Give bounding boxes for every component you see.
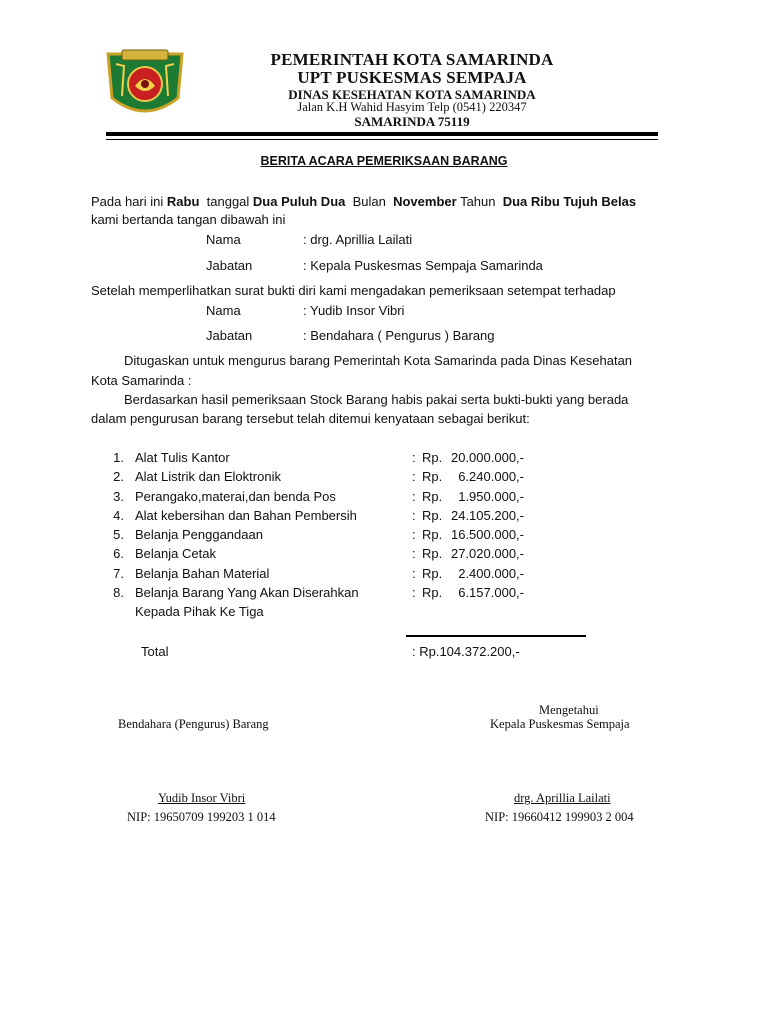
- item-name: Belanja Penggandaan: [135, 527, 263, 542]
- item-number: 2.: [113, 469, 124, 484]
- item-currency: Rp.: [422, 527, 443, 542]
- item-colon: :: [412, 527, 416, 542]
- letterhead-divider-thin: [106, 139, 658, 140]
- item-amount: 16.500.000,-: [450, 527, 524, 542]
- item-currency: Rp.: [422, 450, 443, 465]
- kota-samarinda-logo: [102, 46, 188, 120]
- item-name: Belanja Barang Yang Akan Diserahkan: [135, 585, 359, 600]
- item-number: 4.: [113, 508, 124, 523]
- right-signatory-role: Kepala Puskesmas Sempaja: [490, 717, 630, 731]
- left-signatory-nip: NIP: 19650709 199203 1 014: [127, 810, 276, 824]
- item-currency: Rp.: [422, 508, 443, 523]
- letterhead-address: Jalan K.H Wahid Hasyim Telp (0541) 220347: [297, 100, 527, 114]
- item-amount: 6.240.000,-: [458, 469, 524, 484]
- item-name: Alat Listrik dan Eloktronik: [135, 469, 281, 484]
- item-colon: :: [412, 450, 416, 465]
- item-number: 3.: [113, 489, 124, 504]
- intro-text-1: Pada hari ini: [91, 194, 164, 209]
- total-label: Total: [141, 644, 169, 659]
- item-amount: 6.157.000,-: [458, 585, 524, 600]
- intro-text-4: Tahun: [460, 194, 496, 209]
- item-currency: Rp.: [422, 469, 443, 484]
- item-colon: :: [412, 489, 416, 504]
- person1-name-label: Nama: [206, 232, 241, 247]
- letterhead-line-2: UPT PUSKESMAS SEMPAJA: [297, 68, 527, 87]
- findings-line-2: dalam pengurusan barang tersebut telah ditemui kenyataan sebagai berikut:: [91, 411, 530, 426]
- intro-line: [91, 194, 636, 209]
- person2-name-value: : Yudib Insor Vibri: [303, 303, 405, 318]
- letterhead-city: SAMARINDA 75119: [354, 114, 470, 129]
- findings-line-1: Berdasarkan hasil pemeriksaan Stock Barang habis pakai serta bukti-bukti yang berada: [124, 392, 629, 407]
- item-number: 7.: [113, 566, 124, 581]
- left-signatory-name: Yudib Insor Vibri: [158, 791, 246, 805]
- item-colon: :: [412, 508, 416, 523]
- acknowledged-label: Mengetahui: [539, 703, 599, 717]
- item-name: Belanja Cetak: [135, 546, 216, 561]
- item-number: 8.: [113, 585, 124, 600]
- person2-role-value: : Bendahara ( Pengurus ) Barang: [303, 328, 495, 343]
- person2-role-label: Jabatan: [206, 328, 253, 343]
- person1-name-value: : drg. Aprillia Lailati: [303, 232, 413, 247]
- intro-date: Dua Puluh Dua: [252, 194, 346, 209]
- item-currency: Rp.: [422, 585, 443, 600]
- intro-text-2: tanggal: [206, 194, 250, 209]
- item-amount: 2.400.000,-: [458, 566, 524, 581]
- person1-role-value: : Kepala Puskesmas Sempaja Samarinda: [303, 258, 543, 273]
- item-colon: :: [412, 546, 416, 561]
- letterhead-line-3: DINAS KESEHATAN KOTA SAMARINDA: [288, 87, 536, 102]
- person1-role-label: Jabatan: [206, 258, 253, 273]
- left-signatory-role: Bendahara (Pengurus) Barang: [118, 717, 269, 731]
- intro-day: Rabu: [166, 194, 200, 209]
- item-amount: 1.950.000,-: [458, 489, 524, 504]
- item-amount: 24.105.200,-: [450, 508, 524, 523]
- item-colon: :: [412, 469, 416, 484]
- item-name: Alat kebersihan dan Bahan Pembersih: [135, 508, 357, 523]
- letterhead-line-1: PEMERINTAH KOTA SAMARINDA: [270, 50, 554, 69]
- intro-year: Dua Ribu Tujuh Belas: [502, 194, 637, 209]
- intro-text-3: Bulan: [352, 194, 386, 209]
- between-paragraph: Setelah memperlihatkan surat bukti diri kami mengadakan pemeriksaan setempat terhadap: [91, 283, 616, 298]
- item-number: 6.: [113, 546, 124, 561]
- item-amount: 27.020.000,-: [450, 546, 524, 561]
- assignment-line-1: Ditugaskan untuk mengurus barang Pemerintah Kota Samarinda pada Dinas Kesehatan: [124, 353, 633, 368]
- item-currency: Rp.: [422, 546, 443, 561]
- intro-month: November: [393, 194, 457, 209]
- total-value: : Rp.104.372.200,-: [412, 644, 520, 659]
- item-colon: :: [412, 585, 416, 600]
- item-currency: Rp.: [422, 489, 443, 504]
- item-name: Alat Tulis Kantor: [135, 450, 230, 465]
- item-number: 5.: [113, 527, 124, 542]
- item-colon: :: [412, 566, 416, 581]
- item-name-continuation: Kepada Pihak Ke Tiga: [135, 604, 264, 619]
- total-divider: [406, 635, 586, 637]
- item-amount: 20.000.000,-: [450, 450, 524, 465]
- right-signatory-nip: NIP: 19660412 199903 2 004: [485, 810, 634, 824]
- item-name: Perangako,materai,dan benda Pos: [135, 489, 336, 504]
- right-signatory-name: drg. Aprillia Lailati: [514, 791, 611, 805]
- item-currency: Rp.: [422, 566, 443, 581]
- letterhead-divider-thick: [106, 132, 658, 136]
- item-number: 1.: [113, 450, 124, 465]
- assignment-line-2: Kota Samarinda :: [91, 373, 192, 388]
- person2-name-label: Nama: [206, 303, 241, 318]
- item-name: Belanja Bahan Material: [135, 566, 270, 581]
- document-title: BERITA ACARA PEMERIKSAAN BARANG: [260, 154, 508, 168]
- intro-line-2: kami bertanda tangan dibawah ini: [91, 212, 286, 227]
